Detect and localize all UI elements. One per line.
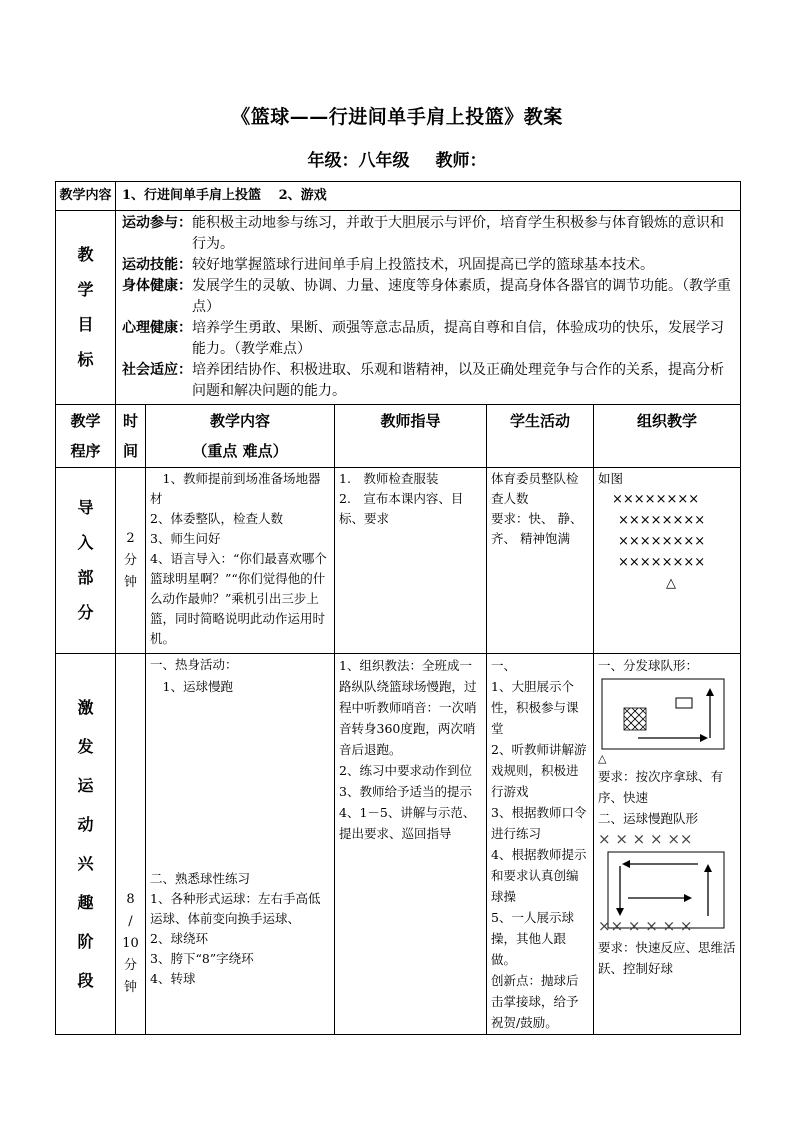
section-intro-organize	[594, 468, 741, 654]
section-motivate-organize	[594, 654, 741, 1035]
time-line: 钟	[123, 574, 137, 590]
time-line: 10	[122, 936, 139, 951]
ball-distribution-diagram	[598, 676, 730, 752]
document-title: 《篮球——行进间单手肩上投篮》教案	[231, 106, 563, 128]
student-line: 3、根据教师口令进行练习	[491, 805, 587, 841]
formation-row: ××××××××	[612, 492, 700, 507]
grade-label: 年级：八年级	[307, 151, 410, 171]
teacher-line: 2. 宣布本课内容、目标、要求	[339, 491, 464, 526]
section-motivate-label	[56, 654, 116, 1035]
header-content-line: （重点 难点）	[192, 442, 288, 460]
time-line: /	[128, 914, 133, 929]
objective-key: 心理健康：	[122, 320, 192, 336]
header-program	[56, 405, 116, 468]
objective-item	[122, 276, 734, 318]
objective-item	[122, 360, 734, 402]
lesson-plan-table	[55, 181, 741, 1035]
student-line: 体育委员整队检查人数	[491, 471, 579, 506]
objectives-row	[56, 211, 741, 405]
time-line: 8	[126, 892, 135, 907]
teacher-line: 1. 教师检查服装	[339, 471, 439, 486]
header-time-line: 间	[122, 442, 138, 460]
content-line: 3、师生问好	[150, 531, 221, 546]
objective-value: 发展学生的灵敏、协调、力量、速度等身体素质，提高身体各器官的调节功能。（教学重点）	[192, 278, 731, 315]
organize-title: 如图	[598, 471, 624, 486]
header-time-line: 时	[122, 412, 138, 430]
section-intro-label	[56, 468, 116, 654]
document-subtitle	[0, 146, 794, 171]
teacher-line: 2、练习中要求动作到位	[339, 763, 472, 778]
content-label: 教学内容	[56, 182, 116, 211]
section-label-char: 部	[77, 568, 94, 587]
teacher-line: 3、教师给予适当的提示	[339, 784, 472, 799]
table-header-row	[56, 405, 741, 468]
section-motivate-content	[146, 654, 335, 1035]
content-line: 2、体委整队，检查人数	[150, 511, 283, 526]
content-line: 4、语言导入：“你们最喜欢哪个篮球明星啊？”“你们觉得他的什么动作最帅？”乘机引出三步上篮，同时简略说明此动作运用时机。	[150, 551, 327, 646]
header-teacher: 教师指导	[335, 405, 487, 468]
content-line: 一、热身活动：	[150, 657, 238, 672]
content-line: 1、运球慢跑	[150, 679, 233, 694]
formation-row: ×× × × × ×	[598, 917, 693, 935]
objectives-label-char: 学	[77, 280, 94, 299]
formation-row: ××××××××	[618, 534, 706, 549]
section-intro-content	[146, 468, 335, 654]
content-line: 1、各种形式运球：左右手高低运球、体前变向换手运球、	[150, 891, 321, 926]
section-motivate-time	[116, 654, 146, 1035]
time-line: 2	[126, 530, 135, 546]
header-organize: 组织教学	[594, 405, 741, 468]
section-intro-student	[487, 468, 594, 654]
content-line: 2、球绕环	[150, 931, 208, 946]
teacher-label: 教师：	[435, 151, 487, 171]
content-line: 二、熟悉球性练习	[150, 871, 251, 886]
objectives-label-char: 目	[77, 315, 94, 334]
content-line: 4、转球	[150, 971, 196, 986]
organize-title: 一、分发球队形：	[598, 658, 699, 673]
header-program-line: 程序	[70, 442, 101, 460]
teacher-position-mark: △	[598, 752, 607, 765]
objective-item	[122, 213, 734, 255]
objective-value: 能积极主动地参与练习，并敢于大胆展示与评价，培育学生积极参与体育锻炼的意识和行为。	[192, 215, 724, 252]
objectives-list	[116, 211, 741, 405]
section-label-char: 入	[77, 533, 94, 552]
student-line: 5、一人展示球操，其他人跟做。	[491, 910, 574, 967]
student-line: 4、根据教师提示和要求认真创编球操	[491, 847, 587, 904]
formation-row: ××××××××	[618, 513, 706, 528]
organize-requirement: 要求：按次序拿球、有序、快速	[598, 769, 724, 805]
objective-key: 运动技能：	[122, 257, 192, 273]
objective-key: 运动参与：	[122, 215, 192, 231]
formation-row: ××××××××	[618, 555, 706, 570]
section-label-char: 阶	[77, 931, 94, 951]
teacher-line: 4、1－5、讲解与示范、提出要求、巡回指导	[339, 805, 476, 841]
section-intro-time	[116, 468, 146, 654]
student-line: 一、	[491, 658, 517, 673]
content-line: 3、胯下“8”字绕环	[150, 951, 254, 966]
objective-value: 培养学生勇敢、果断、顽强等意志品质，提高自尊和自信，体验成功的快乐，发展学习能力。（教学难点）	[192, 320, 724, 357]
objectives-label-char: 标	[77, 350, 94, 369]
objective-value: 较好地掌握篮球行进间单手肩上投篮技术，巩固提高已学的篮球基本技术。	[192, 257, 654, 273]
time-line: 钟	[123, 980, 137, 995]
teacher-position-mark: △	[666, 576, 676, 591]
section-intro-row	[56, 468, 741, 654]
header-time	[116, 405, 146, 468]
section-motivate-student	[487, 654, 594, 1035]
section-label-char: 发	[77, 736, 94, 756]
section-motivate-row	[56, 654, 741, 1035]
objective-key: 社会适应：	[122, 362, 192, 378]
section-label-char: 导	[77, 498, 94, 517]
section-label-char: 趣	[77, 892, 94, 912]
organize-requirement: 要求：快速反应、思维活跃、控制好球	[598, 940, 736, 976]
student-line: 要求：快、 静、齐、 精神饱满	[491, 511, 583, 546]
objective-key: 身体健康：	[122, 278, 192, 294]
content-row	[56, 182, 741, 211]
time-line: 分	[123, 958, 137, 973]
objective-item	[122, 255, 734, 276]
content-value: 1、行进间单手肩上投篮 2、游戏	[116, 182, 741, 211]
student-line: 创新点：抛球后击掌接球，给予祝贺/鼓励。	[491, 973, 579, 1030]
teacher-line: 1、组织教法：全班成一路纵队绕篮球场慢跑，过程中听教师哨音：一次哨音转身360度跑，两次哨音后退跑。	[339, 658, 477, 757]
section-label-char: 段	[77, 970, 94, 990]
section-label-char: 分	[77, 603, 94, 622]
section-label-char: 动	[77, 814, 94, 834]
organize-title: 二、运球慢跑队形	[598, 811, 699, 826]
content-line: 1、教师提前到场准备场地器材	[150, 471, 321, 506]
objectives-label-char: 教	[77, 245, 94, 264]
formation-row: × × × × ××	[598, 830, 693, 848]
objective-value: 培养团结协作、积极进取、乐观和谐精神，以及正确处理竞争与合作的关系，提高分析问题和解决问题的能力。	[192, 362, 724, 399]
header-student: 学生活动	[487, 405, 594, 468]
section-label-char: 兴	[77, 853, 94, 873]
section-label-char: 运	[77, 775, 94, 795]
header-program-line: 教学	[70, 412, 101, 430]
section-motivate-teacher	[335, 654, 487, 1035]
student-line: 1、大胆展示个性，积极参与课堂	[491, 679, 579, 736]
time-line: 分	[123, 552, 137, 568]
objective-item	[122, 318, 734, 360]
section-intro-teacher	[335, 468, 487, 654]
student-line: 2、听教师讲解游戏规则，积极进行游戏	[491, 742, 587, 799]
section-label-char: 激	[77, 697, 94, 717]
header-content	[146, 405, 335, 468]
objectives-label	[56, 211, 116, 405]
header-content-line: 教学内容	[209, 412, 270, 430]
